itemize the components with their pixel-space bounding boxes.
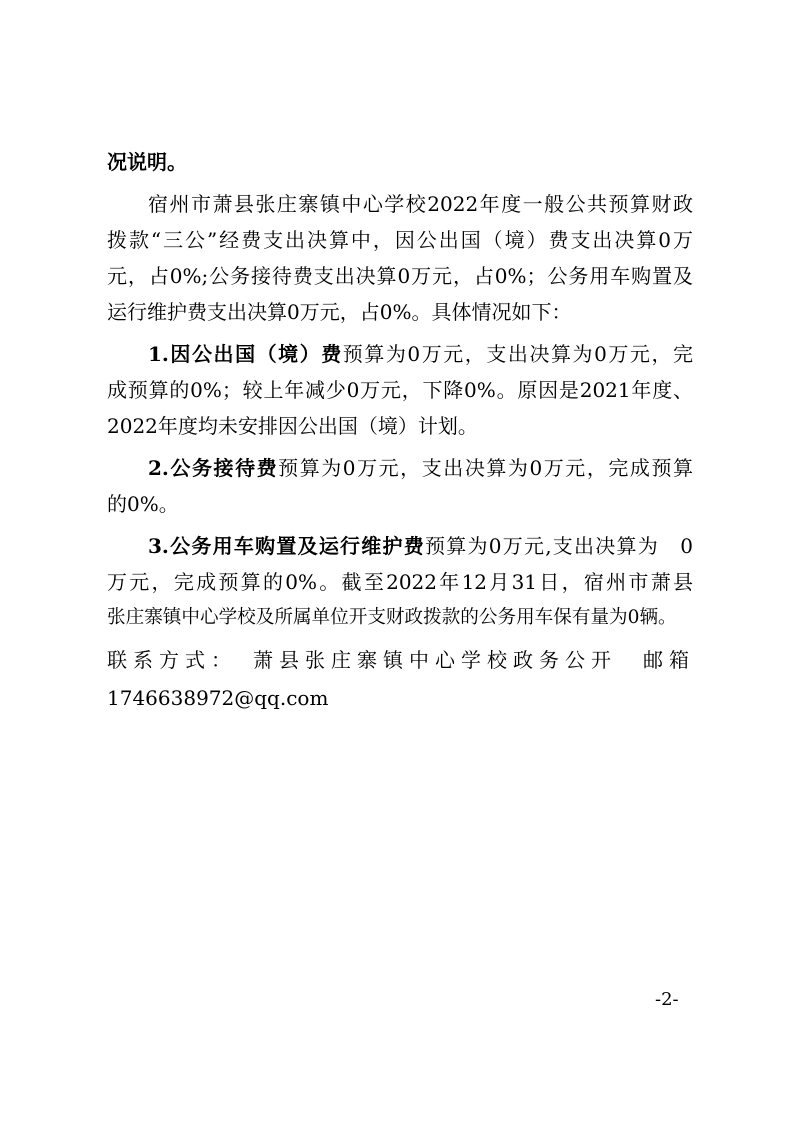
- paragraph-line: 2022年度均未安排因公出国（境）计划。: [107, 414, 478, 438]
- item-2-line: 2.公务接待费预算为0万元，支出决算为0万元，完成预算: [148, 456, 693, 480]
- paragraph-line: 张庄寨镇中心学校及所属单位开支财政拨款的公务用车保有量为0辆。: [107, 607, 677, 628]
- item-3-heading: 3.公务用车购置及运行维护费: [148, 534, 426, 558]
- paragraph-line: 运行维护费支出决算0万元，占0%。具体情况如下：: [107, 300, 572, 324]
- page-number: -2-: [655, 989, 679, 1010]
- paragraph-line: 万元，完成预算的0%。截至2022年12月31日，宿州市萧县: [107, 570, 693, 594]
- item-3-line: 3.公务用车购置及运行维护费预算为0万元,支出决算为 0: [148, 534, 693, 558]
- paragraph-line: 成预算的0%；较上年减少0万元，下降0%。原因是2021年度、: [107, 378, 693, 402]
- contact-email: 1746638972@qq.com: [107, 686, 329, 710]
- item-1-line: 1.因公出国（境）费预算为0万元，支出决算为0万元，完: [148, 342, 693, 366]
- text-line: 况说明。: [107, 150, 187, 174]
- paragraph-line: 拨款“三公”经费支出决算中，因公出国（境）费支出决算0万: [107, 228, 693, 252]
- paragraph-line: 元，占0%;公务接待费支出决算0万元，占0%；公务用车购置及: [107, 264, 693, 288]
- item-1-heading: 1.因公出国（境）费: [148, 342, 343, 366]
- paragraph-line: 的0%。: [107, 492, 179, 516]
- contact-line: 联系方式： 萧县张庄寨镇中心学校政务公开 邮箱: [107, 648, 693, 672]
- paragraph-line: 宿州市萧县张庄寨镇中心学校2022年度一般公共预算财政: [148, 192, 693, 216]
- item-2-heading: 2.公务接待费: [148, 456, 279, 480]
